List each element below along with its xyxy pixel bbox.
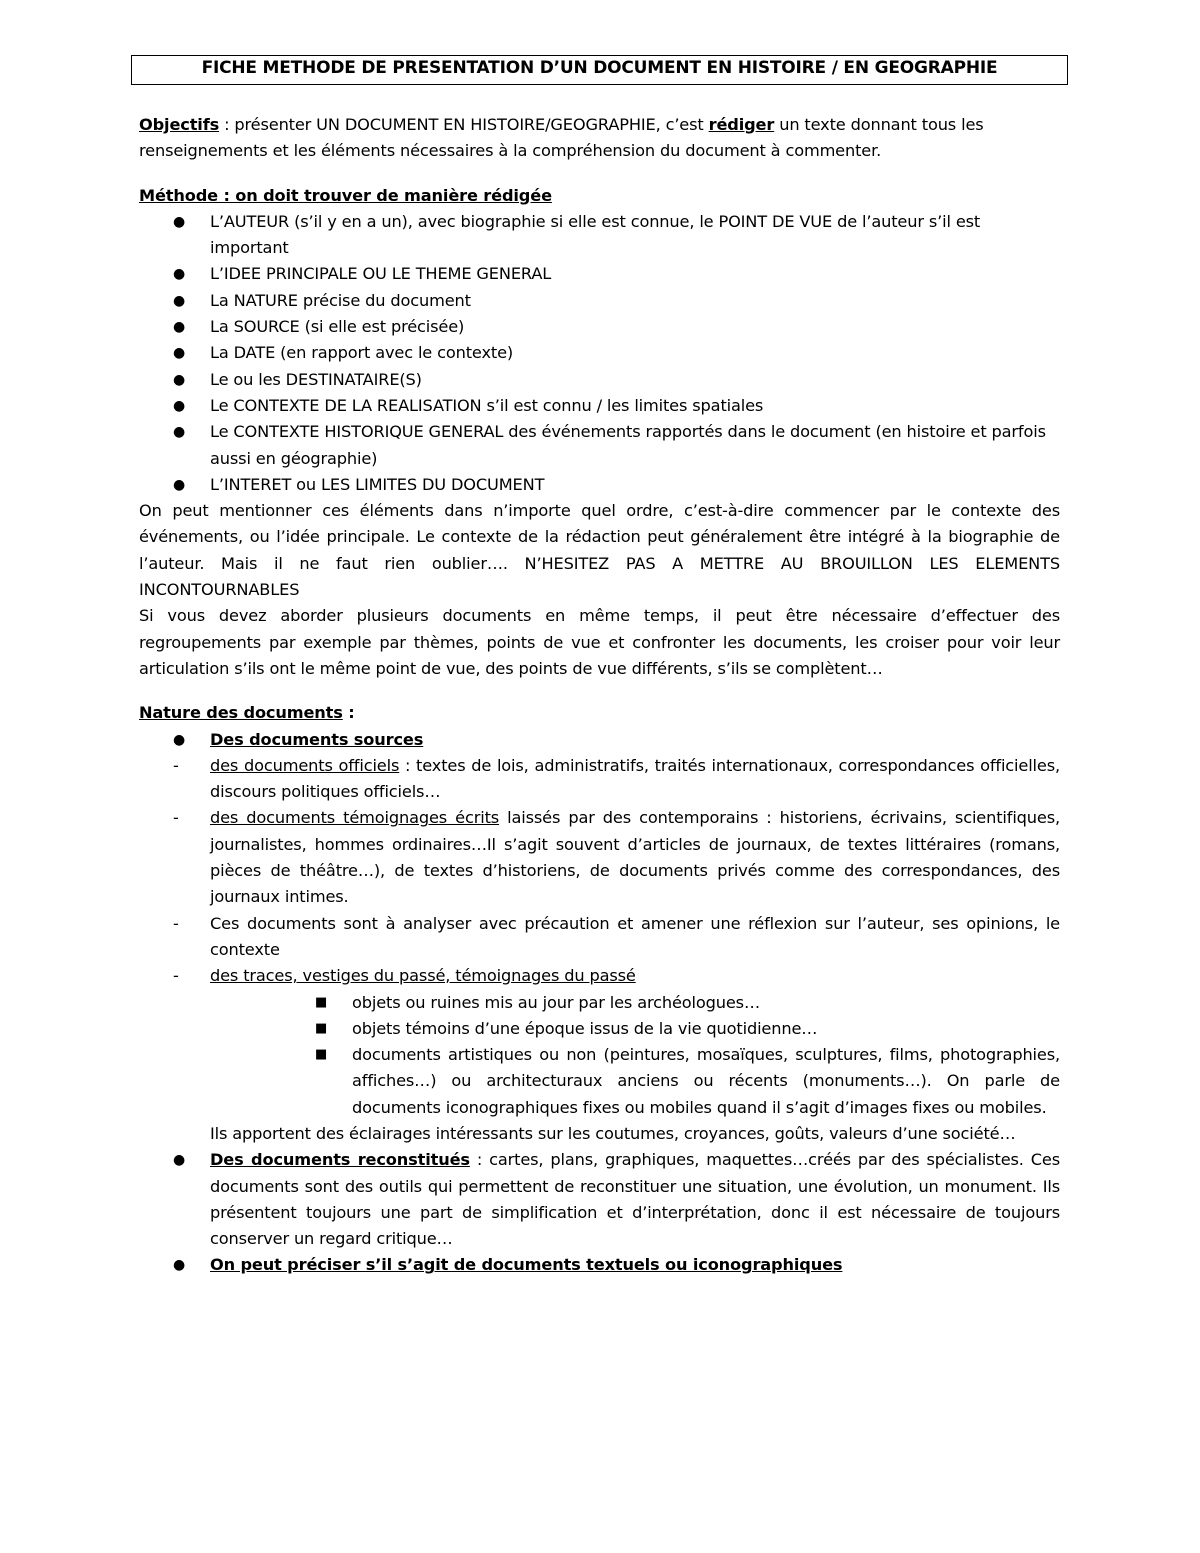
objectives-verb: rédiger [708,115,775,134]
objectives-label: Objectifs [139,115,220,134]
square-bullet-icon: ■ [315,994,328,1010]
nature-heading-line: Nature des documents : [139,703,355,723]
list-item: ● L’IDEE PRINCIPALE OU LE THEME GENERAL [139,261,1060,287]
list-item: - des documents témoignages écrits laissés par des contemporains : historiens, écrivains, scientifiques, journalistes, hommes ordinaires…Il s’agit souvent d’articles de journaux, de textes littéraires (romans, pièces de théâtre…), de textes d’historiens, de documents privés comme des correspondances, des journaux intimes. [139,805,1060,910]
method-paragraph-multiple: Si vous devez aborder plusieurs documents en même temps, il peut être nécessaire d’effectuer des regroupements par exemple par thèmes, points de vue et confronter les documents, les croiser pour voir leur articulation s’ils ont le même point de vue, des points de vue différents, s’ils se complètent… [139,606,1060,678]
bullet-icon: ● [173,731,186,748]
list-item: ● L’INTERET ou LES LIMITES DU DOCUMENT [139,472,1060,498]
last-item [139,1252,1060,1278]
list-item: - des documents officiels : textes de lois, administratifs, traités internationaux, correspondances officielles, discours politiques officiels… [139,753,1060,806]
list-item: ● Le CONTEXTE DE LA REALISATION s’il est connu / les limites spatiales [139,393,1060,419]
sources-after-paragraph: Ils apportent des éclairages intéressants sur les coutumes, croyances, goûts, valeurs d’une société… [210,1123,1016,1143]
objectives-paragraph [139,112,1060,165]
dash-icon: - [173,966,179,986]
nature-heading: Nature des documents [139,703,343,723]
dash-icon: - [173,755,179,775]
document-body [139,112,1060,1279]
bullet-icon: ● [173,213,186,230]
bullet-icon: ● [173,292,186,309]
bullet-icon: ● [173,371,186,388]
reconstituted-heading: Des documents reconstitués [210,1150,470,1170]
list-item: ■ objets témoins d’une époque issus de la vie quotidienne… [139,1016,1060,1042]
bullet-icon: ● [173,1152,186,1169]
bullet-icon: ● [173,397,186,414]
list-item: - des traces, vestiges du passé, témoignages du passé [139,963,1060,989]
sources-heading: Des documents sources [210,729,424,749]
method-heading: Méthode : on doit trouver de manière rédigée [139,185,552,205]
bullet-icon: ● [173,424,186,441]
bullet-icon: ● [173,345,186,362]
list-item: - Ces documents sont à analyser avec précaution et amener une réflexion sur l’auteur, ses opinions, le contexte [139,911,1060,964]
bullet-icon: ● [173,319,186,336]
list-item: ● Le CONTEXTE HISTORIQUE GENERAL des événements rapportés dans le document (en histoire et parfois aussi en géographie) [139,419,1060,472]
square-bullet-icon: ■ [315,1020,328,1036]
square-bullet-icon: ■ [315,1047,328,1063]
bullet-icon: ● [173,1257,186,1274]
reconstituted-item: ● Des documents reconstitués : cartes, plans, graphiques, maquettes…créés par des spécialistes. Ces documents sont des outils qui permettent de reconstituer une situation, une évolution, un monument. Ils présentent toujours une part de simplification et d’interprétation, donc il est nécessaire de toujours conserver un regard critique… [139,1147,1060,1252]
last-heading: On peut préciser s’il s’agit de documents textuels ou iconographiques [210,1255,843,1275]
list-item: ● La NATURE précise du document [139,288,1060,314]
list-item: ■ objets ou ruines mis au jour par les archéologues… [139,990,1060,1016]
list-item: ● La SOURCE (si elle est précisée) [139,314,1060,340]
bullet-icon: ● [173,476,186,493]
sources-heading-item [139,727,1060,753]
page-title: FICHE METHODE DE PRESENTATION D’UN DOCUMENT EN HISTOIRE / EN GEOGRAPHIE [201,58,998,78]
bullet-icon: ● [173,266,186,283]
nature-list [139,727,1060,1279]
objectives-sep: : [219,115,235,134]
method-paragraph-order: On peut mentionner ces éléments dans n’importe quel ordre, c’est-à-dire commencer par le contexte des événements, ou l’idée principale. Le contexte de la rédaction peut généralement être intégré à la biographie de l’auteur. Mais il ne faut rien oublier…. N’HESITEZ PAS A METTRE AU BROUILLON LES ELEMENTS INCONTOURNABLES [139,501,1060,600]
list-item: ■ documents artistiques ou non (peintures, mosaïques, sculptures, films, photographies, affiches…) ou architecturaux anciens ou récents (monuments…). On parle de documents iconographiques fixes ou mobiles quand il s’agit d’images fixes ou mobiles. [139,1042,1060,1121]
method-list [139,209,1060,498]
objectives-text1: présenter UN DOCUMENT EN HISTOIRE/GEOGRAPHIE, c’est [234,115,709,134]
list-item: ● La DATE (en rapport avec le contexte) [139,340,1060,366]
dash-icon: - [173,913,179,933]
list-item: ● Le ou les DESTINATAIRE(S) [139,367,1060,393]
list-item: ● L’AUTEUR (s’il y en a un), avec biographie si elle est connue, le POINT DE VUE de l’auteur s’il est important [139,209,1060,262]
objectives-text2: un texte donnant tous les renseignements et les éléments nécessaires à la compréhension du document à commenter. [139,115,984,161]
dash-icon: - [173,808,179,828]
